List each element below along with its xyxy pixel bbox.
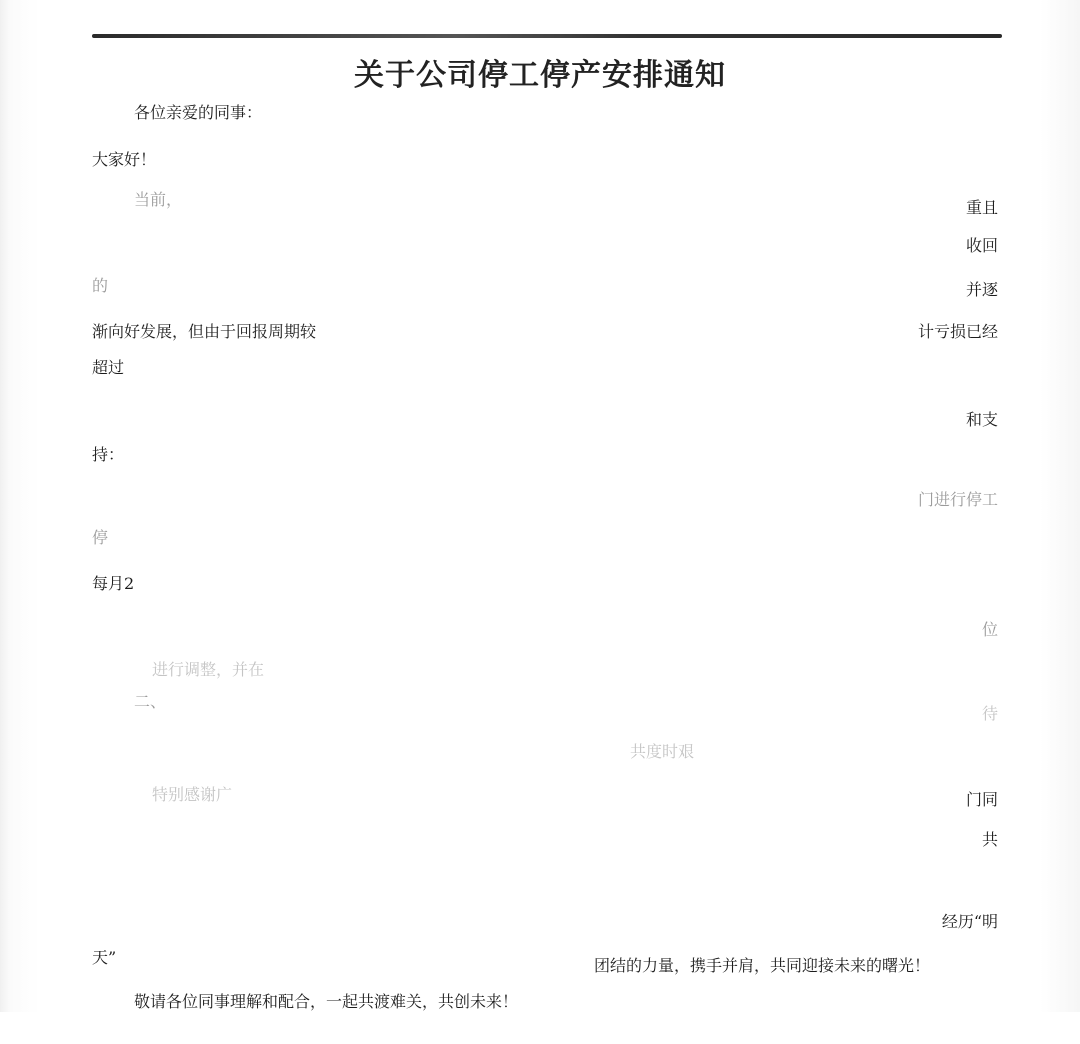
header-rule: [92, 34, 1002, 38]
paragraph-fragment: 经历“明: [941, 912, 998, 931]
paragraph-fragment: 共: [981, 830, 998, 849]
paragraph-fragment: 共度时艰: [630, 742, 695, 761]
paragraph-fragment: 每月2: [92, 574, 135, 593]
page-bottom-margin: [0, 1012, 1080, 1044]
paragraph-fragment: 渐向好发展，但由于回报周期较: [92, 322, 317, 341]
paragraph-fragment: 位: [981, 620, 998, 639]
paragraph-fragment: 进行调整，并在: [152, 660, 265, 679]
closing-line: 敬请各位同事理解和配合，一起共渡难关，共创未来！: [134, 992, 519, 1011]
paragraph-fragment: 特别感谢广: [152, 785, 233, 804]
paragraph-fragment: 计亏损已经: [917, 322, 998, 341]
paragraph-fragment: 团结的力量，携手并肩，共同迎接未来的曙光！: [593, 956, 930, 975]
paragraph-fragment: 待: [981, 704, 998, 723]
paragraph-fragment: 超过: [92, 358, 125, 377]
paragraph-fragment: 天”: [92, 948, 117, 967]
paragraph-fragment: 门同: [965, 790, 998, 809]
paragraph-fragment: 并逐: [965, 280, 998, 299]
document-title: 关于公司停工停产安排通知: [354, 58, 726, 93]
paragraph-fragment: 重且: [965, 198, 998, 217]
paragraph-fragment: 收回: [965, 236, 998, 255]
paragraph-fragment: 门进行停工: [917, 490, 998, 509]
paragraph-fragment: 持：: [92, 445, 125, 464]
paragraph-fragment: 的: [92, 276, 109, 295]
greeting: 大家好！: [92, 150, 157, 169]
paragraph-fragment: 二、: [134, 692, 167, 711]
paragraph-fragment: 停: [92, 528, 109, 547]
paragraph-fragment: 和支: [965, 410, 998, 429]
salutation: 各位亲爱的同事：: [134, 103, 263, 122]
paragraph-fragment: 当前，: [134, 190, 183, 209]
